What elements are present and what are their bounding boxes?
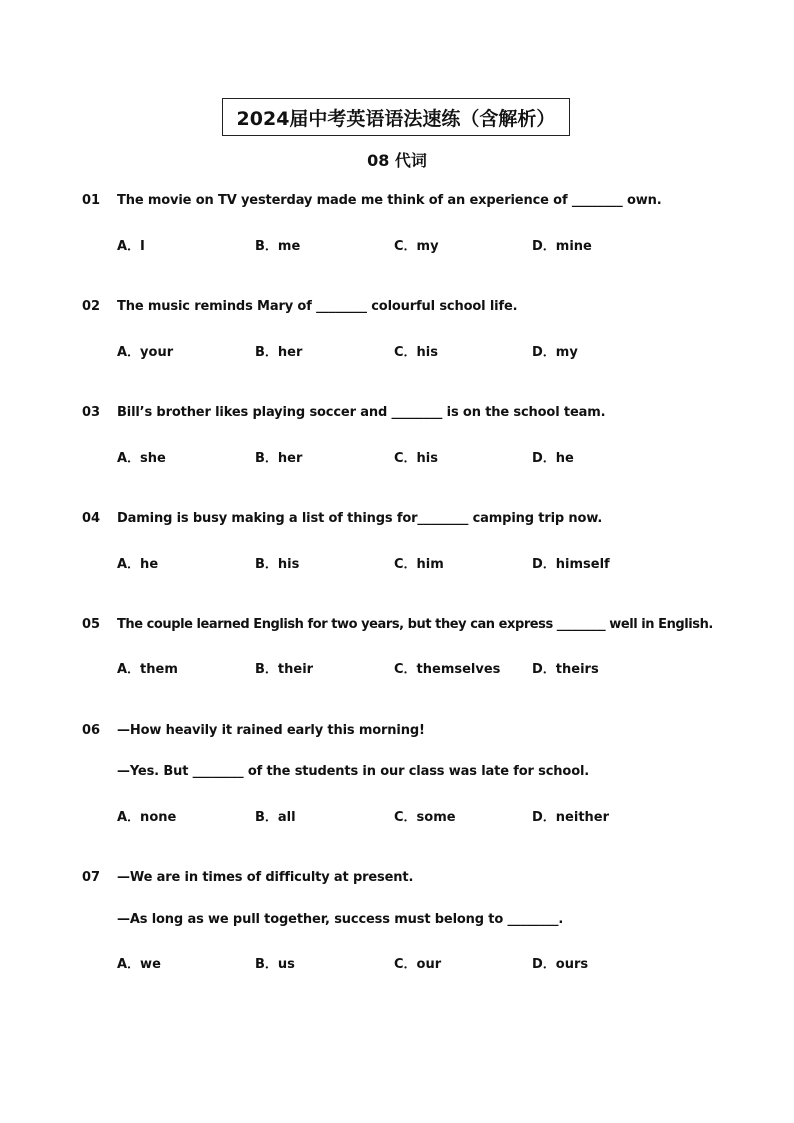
option-c: C．his (394, 451, 438, 466)
option-d: D．ours (532, 957, 589, 972)
question-text: The music reminds Mary of ________ colourful school life. (117, 299, 518, 314)
question-text: —As long as we pull together, success must belong to ________. (117, 912, 564, 927)
option-b: B．their (255, 662, 314, 677)
option-b: B．her (255, 345, 303, 360)
question-number: 02 (82, 299, 101, 314)
option-b: B．her (255, 451, 303, 466)
option-d: D．theirs (532, 662, 599, 677)
option-d: D．himself (532, 557, 610, 572)
question-number: 04 (82, 511, 101, 526)
option-d: D．neither (532, 810, 610, 825)
option-b: B．us (255, 957, 295, 972)
option-c: C．my (394, 239, 439, 254)
option-c: C．some (394, 810, 456, 825)
question-number: 05 (82, 617, 101, 632)
question-number: 06 (82, 723, 101, 738)
question-text: Bill’s brother likes playing soccer and ________ is on the school team. (117, 405, 606, 420)
document-title-text: 2024届中考英语语法速练（含解析） (236, 107, 556, 130)
option-d: D．mine (532, 239, 592, 254)
question-number: 03 (82, 405, 101, 420)
option-c: C．his (394, 345, 438, 360)
question-number: 01 (82, 193, 101, 208)
option-b: B．his (255, 557, 300, 572)
section-title: 08 代词 (367, 151, 427, 170)
question-number: 07 (82, 870, 101, 885)
option-a: A．your (117, 345, 174, 360)
option-b: B．me (255, 239, 301, 254)
option-a: A．he (117, 557, 159, 572)
question-text: The couple learned English for two years, but they can express ________ well in English. (117, 617, 713, 632)
document-title (222, 98, 570, 136)
question-text: —We are in times of difficulty at present. (117, 870, 414, 885)
option-a: A．she (117, 451, 166, 466)
question-text: Daming is busy making a list of things for________ camping trip now. (117, 511, 603, 526)
option-a: A．we (117, 957, 161, 972)
option-a: A．them (117, 662, 178, 677)
option-d: D．he (532, 451, 574, 466)
option-b: B．all (255, 810, 296, 825)
option-c: C．our (394, 957, 442, 972)
option-a: A．I (117, 239, 145, 254)
question-text: —How heavily it rained early this morning! (117, 723, 425, 738)
option-d: D．my (532, 345, 578, 360)
option-a: A．none (117, 810, 177, 825)
question-text: —Yes. But ________ of the students in our class was late for school. (117, 764, 590, 779)
option-c: C．him (394, 557, 444, 572)
question-text: The movie on TV yesterday made me think of an experience of ________ own. (117, 193, 662, 208)
option-c: C．themselves (394, 662, 501, 677)
